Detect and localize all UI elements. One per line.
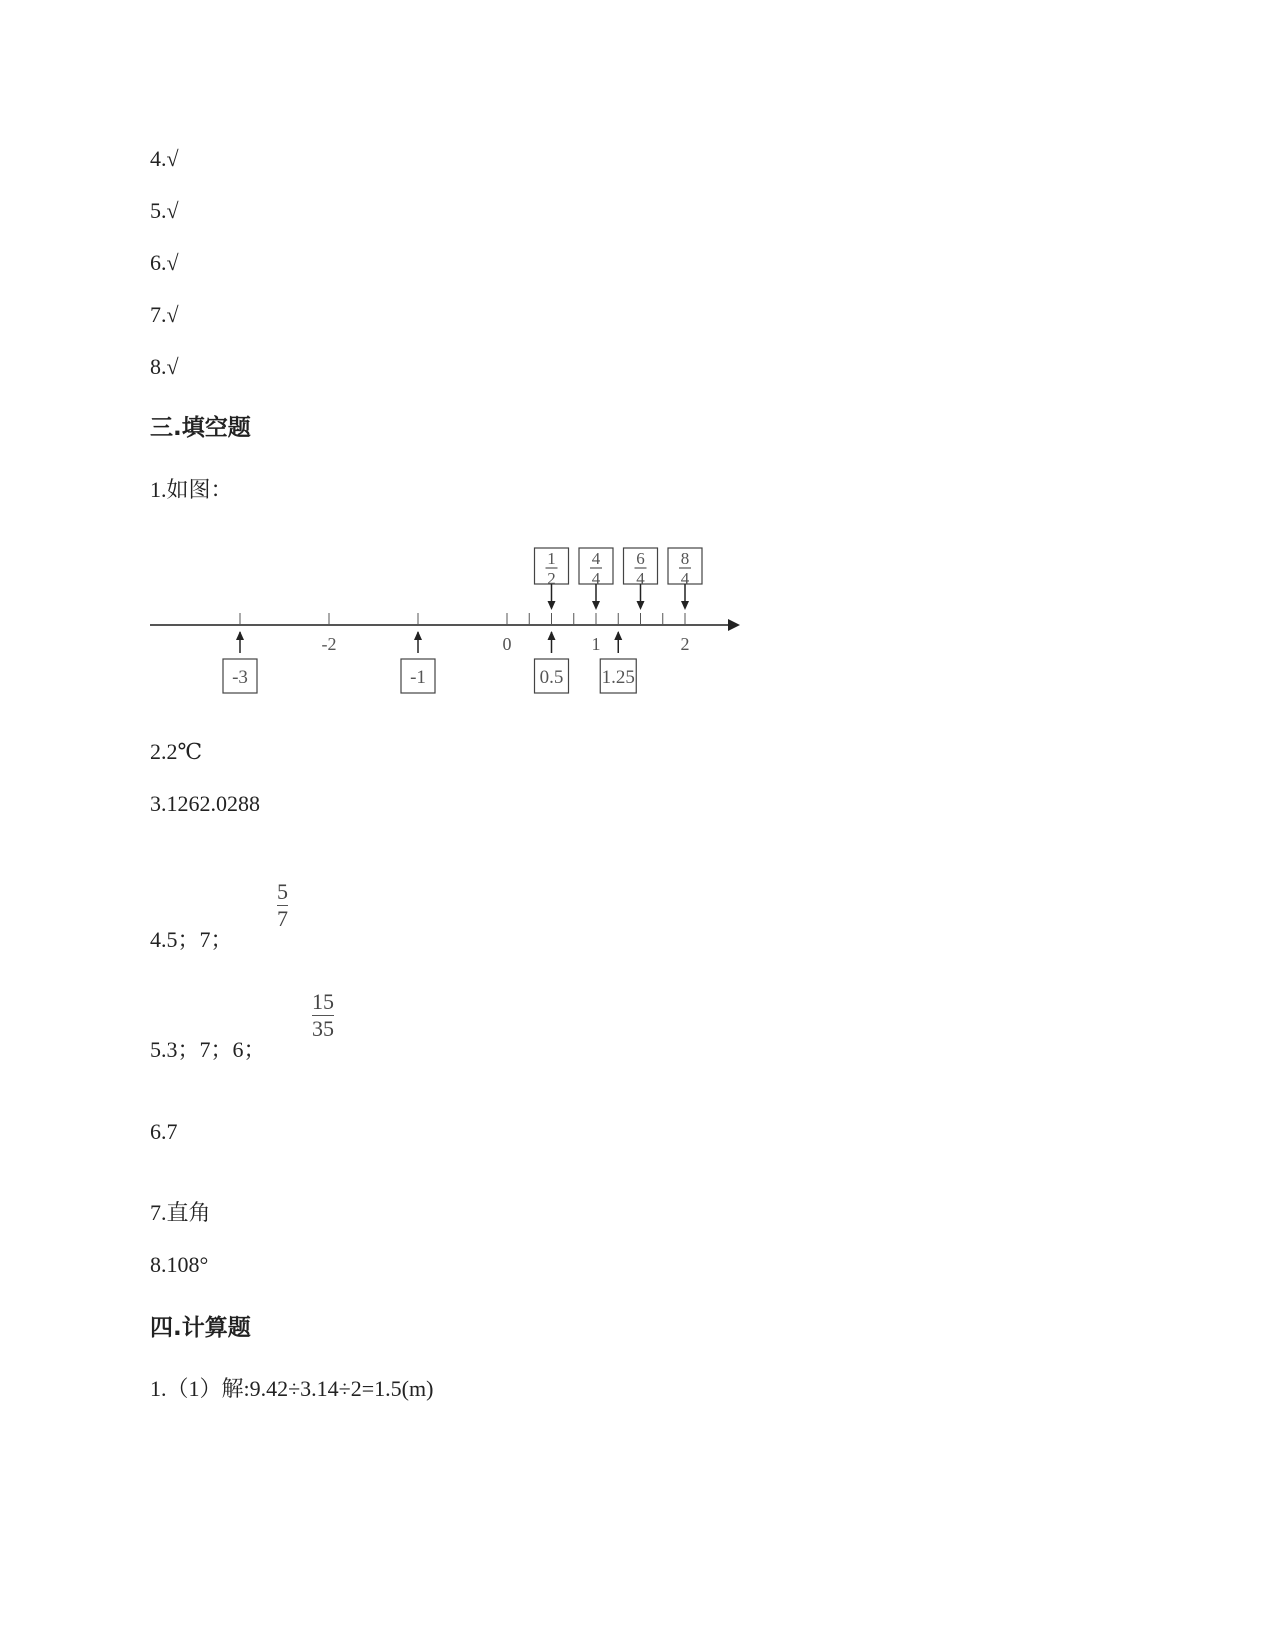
axis-tick-label: -2: [321, 634, 337, 654]
answer-line: 4.5；7；: [150, 927, 233, 952]
answer-line: 3.1262.0288: [150, 791, 260, 816]
marker-label: 0.5: [539, 667, 564, 688]
answer-line: 8.√: [150, 354, 179, 379]
answer-line: 7.直角: [150, 1200, 211, 1225]
fraction-numerator: 6: [636, 549, 645, 568]
down-arrowhead: [592, 601, 600, 610]
fraction-denominator: 2: [547, 569, 556, 588]
fraction: [277, 880, 288, 931]
number-line-figure: [150, 545, 770, 695]
answer-line: 6.7: [150, 1119, 178, 1144]
down-arrowhead: [548, 601, 556, 610]
marker-label: 1.25: [601, 667, 635, 688]
answer-line: 5.3；7；6；: [150, 1037, 266, 1062]
answer-line: 7.√: [150, 302, 179, 327]
answer-line: 6.√: [150, 250, 179, 275]
fraction-denominator: 35: [312, 1016, 334, 1041]
axis-tick-label: 2: [680, 634, 690, 654]
answer-line: 1.（1）解:9.42÷3.14÷2=1.5(m): [150, 1376, 434, 1401]
axis-tick-label: 1: [591, 634, 601, 654]
section-heading: 三.填空题: [150, 415, 251, 441]
section-heading: 四.计算题: [150, 1315, 251, 1341]
fraction-numerator: 5: [277, 879, 288, 904]
down-arrowhead: [637, 601, 645, 610]
fraction-numerator: 15: [312, 989, 334, 1014]
answer-line: 2.2℃: [150, 739, 203, 764]
marker-label: -1: [410, 667, 426, 688]
fraction-numerator: 4: [591, 549, 601, 568]
down-arrowhead: [681, 601, 689, 610]
answer-line: 1.如图：: [150, 477, 233, 502]
fraction-numerator: 1: [547, 549, 556, 568]
up-arrowhead: [414, 631, 422, 640]
answer-line: 5.√: [150, 198, 179, 223]
answer-line: 8.108°: [150, 1252, 209, 1277]
answer-line: 4.√: [150, 146, 179, 171]
fraction-denominator: 7: [277, 906, 288, 931]
fraction-denominator: 4: [636, 569, 645, 588]
marker-label: -3: [232, 667, 248, 688]
fraction-denominator: 4: [591, 569, 601, 588]
fraction: [312, 990, 334, 1041]
axis-arrowhead: [728, 619, 740, 631]
up-arrowhead: [614, 631, 622, 640]
up-arrowhead: [548, 631, 556, 640]
fraction-numerator: 8: [680, 549, 690, 568]
up-arrowhead: [236, 631, 244, 640]
fraction-denominator: 4: [680, 569, 690, 588]
axis-tick-label: 0: [502, 634, 512, 654]
